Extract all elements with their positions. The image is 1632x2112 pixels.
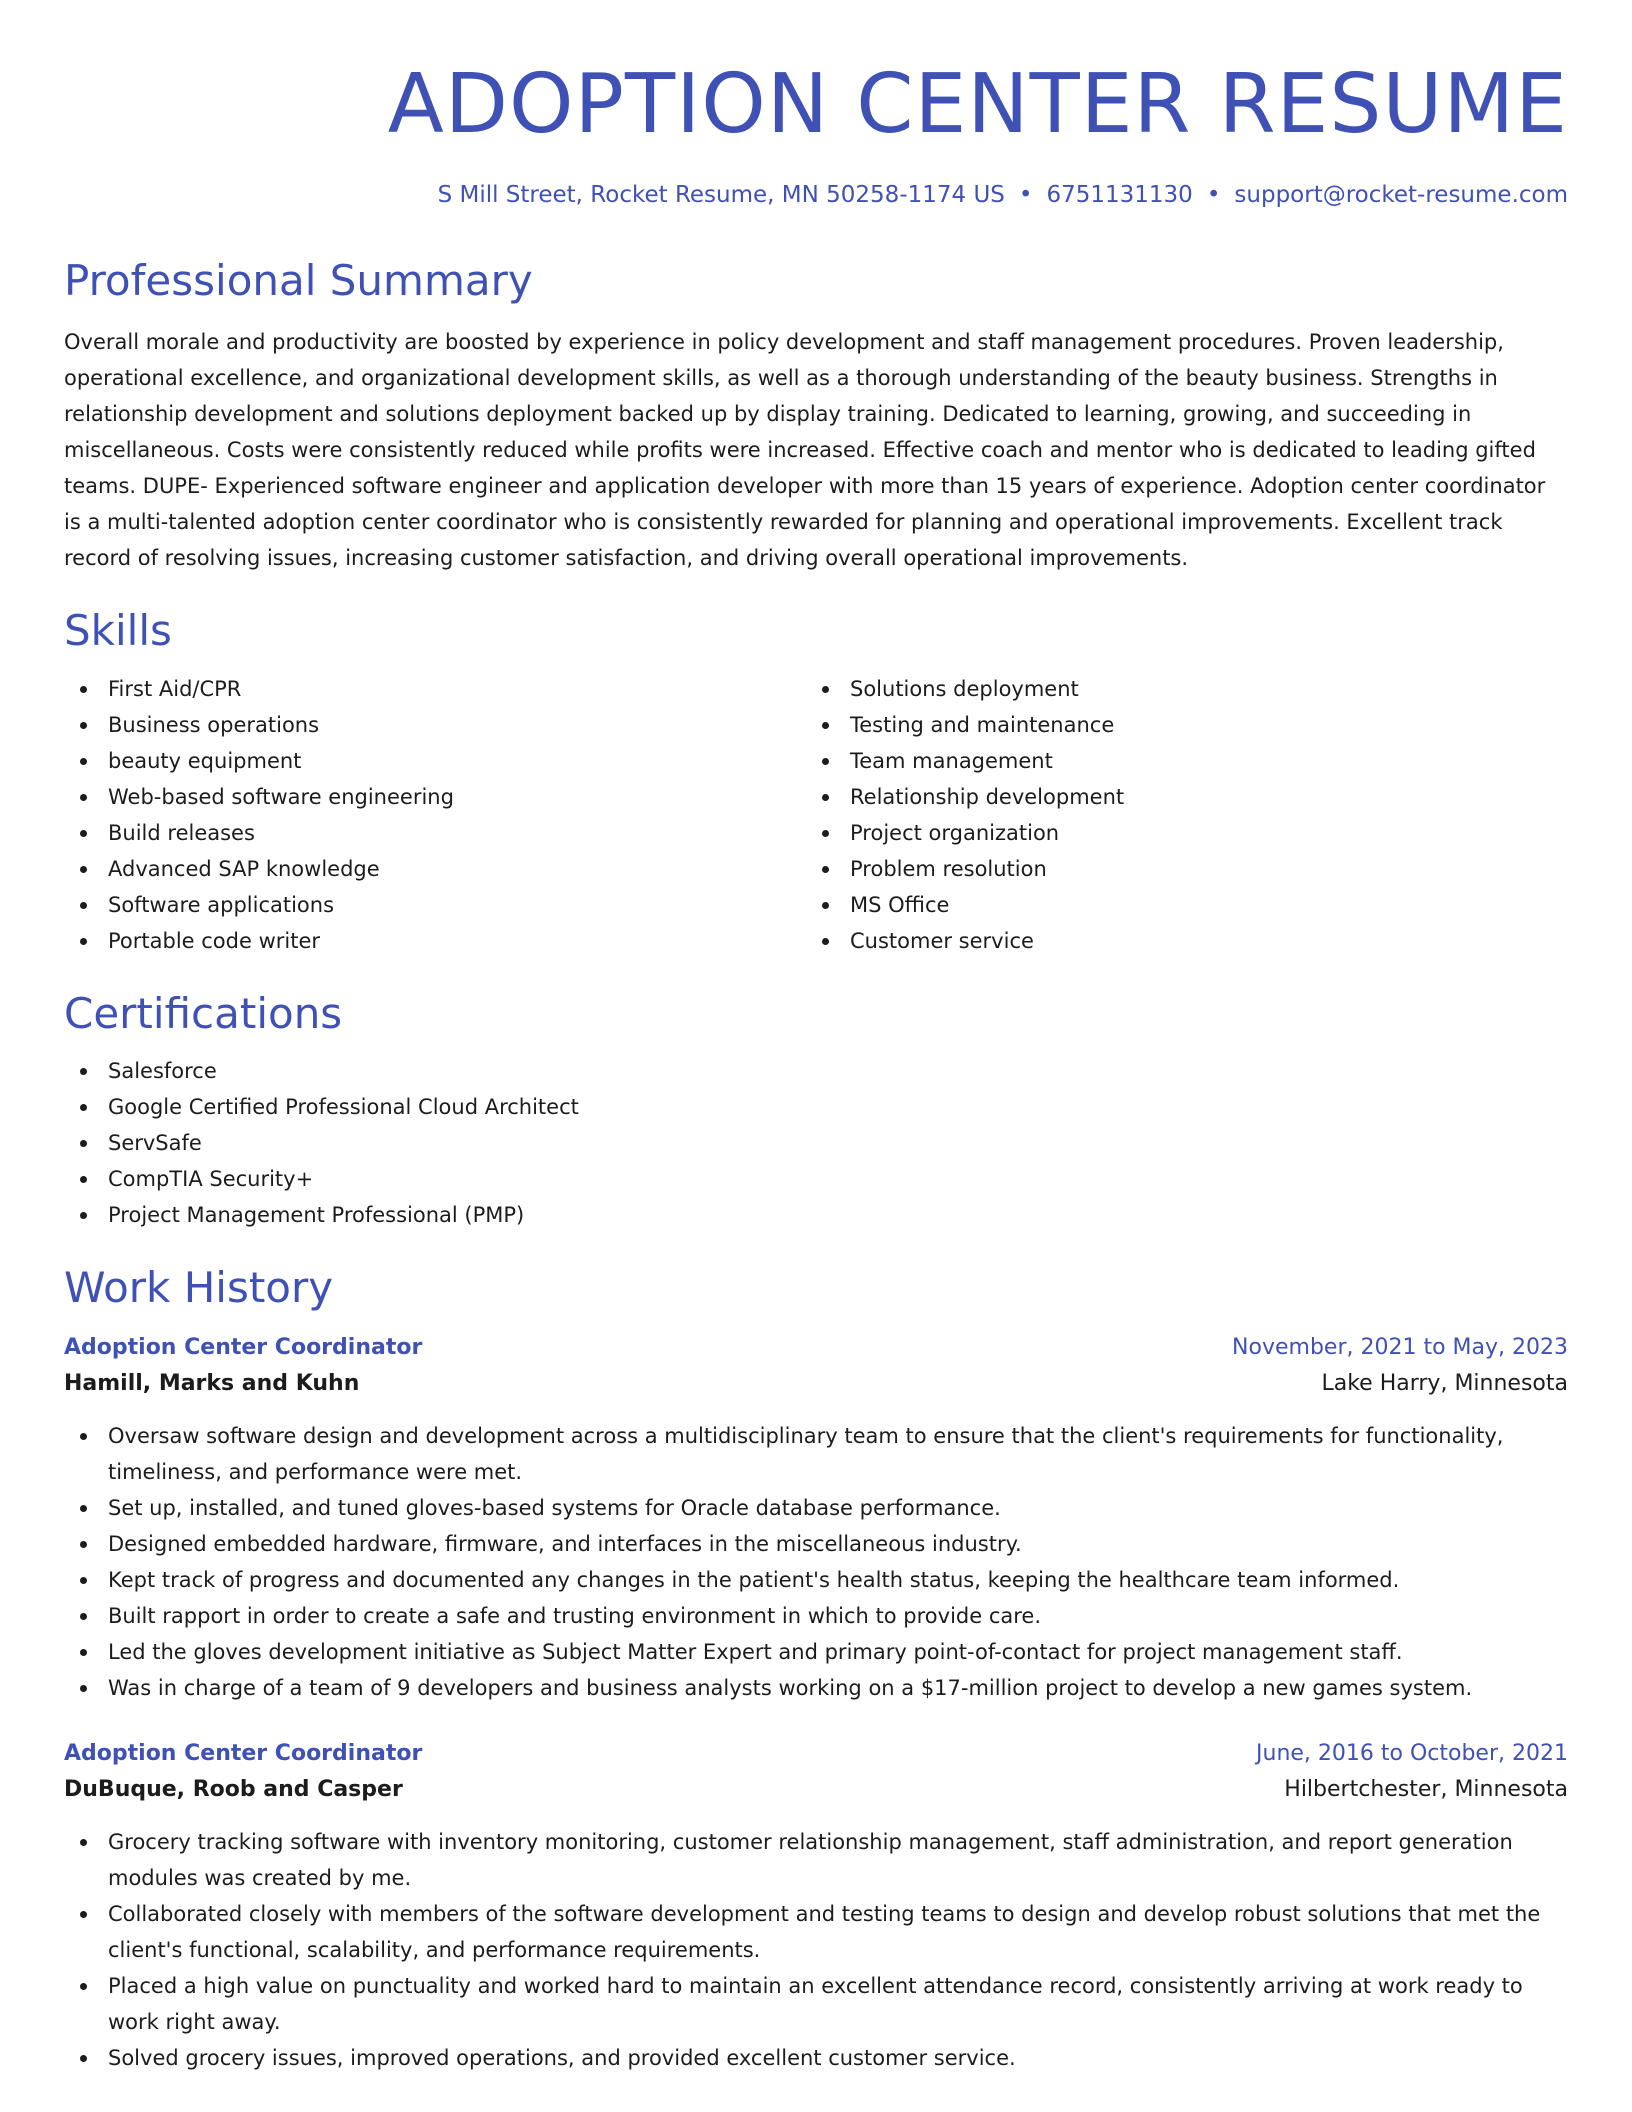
- job-company-row: [64, 1772, 1568, 1808]
- certifications-list: [64, 1053, 1568, 1233]
- skill-item: Project organization: [806, 815, 1548, 851]
- contact-separator: •: [1018, 182, 1033, 208]
- job-location: Lake Harry, Minnesota: [1321, 1370, 1568, 1396]
- job-bullet: Grocery tracking software with inventory monitoring, customer relationship management, staff administration, and report generation modules was created by me.: [64, 1824, 1568, 1896]
- skills-list-left: [64, 671, 806, 959]
- certification-item: Salesforce: [64, 1053, 1568, 1089]
- job-dates: June, 2016 to October, 2021: [1256, 1740, 1568, 1766]
- skill-item: Solutions deployment: [806, 671, 1548, 707]
- skills-list-right: [806, 671, 1548, 959]
- job-title: Adoption Center Coordinator: [64, 1740, 423, 1766]
- job-bullet: Solved grocery issues, improved operations, and provided excellent customer service.: [64, 2040, 1568, 2076]
- job-bullet: Was in charge of a team of 9 developers and business analysts working on a $17-million project to develop a new games system.: [64, 1670, 1568, 1706]
- job-bullet: Led the gloves development initiative as Subject Matter Expert and primary point-of-contact for project management staff.: [64, 1634, 1568, 1670]
- skill-item: Customer service: [806, 923, 1548, 959]
- job-bullet: Oversaw software design and development across a multidisciplinary team to ensure that the client's requirements for functionality, timeliness, and performance were met.: [64, 1418, 1568, 1490]
- certification-item: Google Certified Professional Cloud Architect: [64, 1089, 1568, 1125]
- job-company: Hamill, Marks and Kuhn: [64, 1370, 360, 1396]
- summary-text: Overall morale and productivity are boosted by experience in policy development and staff management procedures. Proven leadership, operational excellence, and organizational development skills, as well as a thorough understanding of the beauty business. Strengths in relationship development and solutions deployment backed up by display training. Dedicated to learning, growing, and succeeding in miscellaneous. Costs were consistently reduced while profits were increased. Effective coach and mentor who is dedicated to leading gifted teams. DUPE- Experienced software engineer and application developer with more than 15 years of experience. Adoption center coordinator is a multi-talented adoption center coordinator who is consistently rewarded for planning and operational improvements. Excellent track record of resolving issues, increasing customer satisfaction, and driving overall operational improvements.: [64, 330, 1546, 571]
- job-bullet-list: [64, 1824, 1568, 2076]
- certification-item: CompTIA Security+: [64, 1161, 1568, 1197]
- resume-title: ADOPTION CENTER RESUME: [387, 57, 1568, 152]
- job-bullet: Built rapport in order to create a safe and trusting environment in which to provide care.: [64, 1598, 1568, 1634]
- job-bullet: Kept track of progress and documented any changes in the patient's health status, keeping the healthcare team informed.: [64, 1562, 1568, 1598]
- contact-email[interactable]: support@rocket-resume.com: [1234, 182, 1568, 208]
- job-bullet-list: [64, 1418, 1568, 1706]
- contact-address: S Mill Street, Rocket Resume, MN 50258-1174 US: [437, 182, 1005, 208]
- job-header-row: [64, 1736, 1568, 1772]
- skill-item: Software applications: [64, 887, 806, 923]
- skill-item: Team management: [806, 743, 1548, 779]
- contact-separator: •: [1206, 182, 1221, 208]
- skill-item: Problem resolution: [806, 851, 1548, 887]
- job-entry: [64, 1736, 1568, 2076]
- job-title: Adoption Center Coordinator: [64, 1334, 423, 1360]
- skill-item: First Aid/CPR: [64, 671, 806, 707]
- skills-heading: Skills: [64, 606, 172, 656]
- skill-item: Build releases: [64, 815, 806, 851]
- skill-item: Web-based software engineering: [64, 779, 806, 815]
- certification-item: Project Management Professional (PMP): [64, 1197, 1568, 1233]
- resume-page: [64, 0, 1568, 2076]
- job-header-row: [64, 1330, 1568, 1366]
- skills-grid: [64, 671, 1568, 959]
- job-dates: November, 2021 to May, 2023: [1232, 1334, 1568, 1360]
- job-bullet: Placed a high value on punctuality and worked hard to maintain an excellent attendance record, consistently arriving at work ready to work right away.: [64, 1968, 1568, 2040]
- contact-phone: 6751131130: [1046, 182, 1193, 208]
- contact-line: [64, 180, 1568, 210]
- job-bullet: Set up, installed, and tuned gloves-based systems for Oracle database performance.: [64, 1490, 1568, 1526]
- skill-item: Advanced SAP knowledge: [64, 851, 806, 887]
- job-bullet: Collaborated closely with members of the software development and testing teams to design and develop robust solutions that met the client's functional, scalability, and performance requirements.: [64, 1896, 1568, 1968]
- job-location: Hilbertchester, Minnesota: [1284, 1776, 1568, 1802]
- job-bullet: Designed embedded hardware, firmware, and interfaces in the miscellaneous industry.: [64, 1526, 1568, 1562]
- job-entry: [64, 1330, 1568, 1706]
- skill-item: Testing and maintenance: [806, 707, 1548, 743]
- skill-item: Business operations: [64, 707, 806, 743]
- skill-item: MS Office: [806, 887, 1548, 923]
- job-company: DuBuque, Roob and Casper: [64, 1776, 403, 1802]
- certification-item: ServSafe: [64, 1125, 1568, 1161]
- skill-item: Portable code writer: [64, 923, 806, 959]
- certifications-heading: Certifications: [64, 988, 343, 1038]
- job-company-row: [64, 1366, 1568, 1402]
- summary-heading: Professional Summary: [64, 256, 533, 305]
- skill-item: beauty equipment: [64, 743, 806, 779]
- skill-item: Relationship development: [806, 779, 1548, 815]
- work-history-heading: Work History: [64, 1263, 334, 1313]
